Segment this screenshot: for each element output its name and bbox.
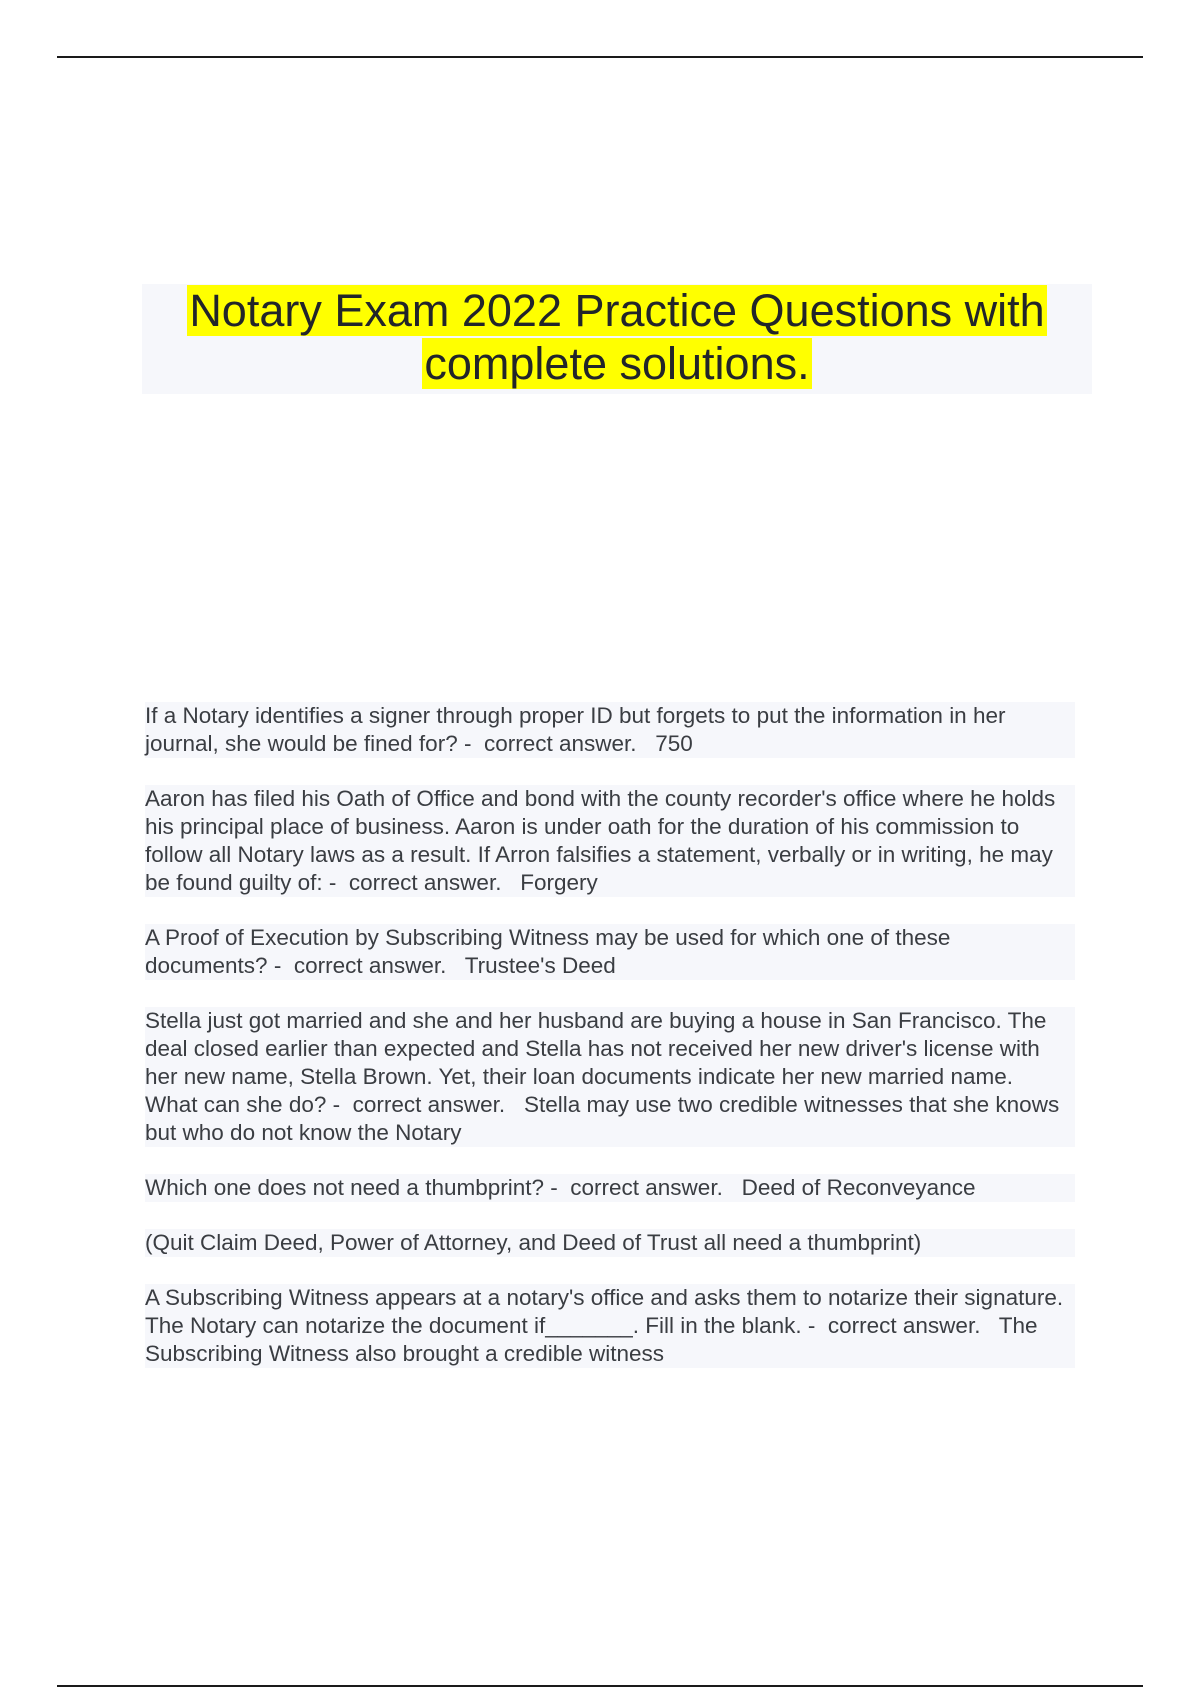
qa-list bbox=[145, 702, 1075, 1395]
question-text: If a Notary identifies a signer through proper ID but forgets to put the information in her journal, she would be fined for? bbox=[145, 703, 1006, 756]
bottom-rule bbox=[57, 1685, 1143, 1687]
answer-text: Stella may use two credible witnesses that she knows but who do not know the Notary bbox=[145, 1092, 1060, 1145]
answer-text: 750 bbox=[655, 731, 693, 756]
question-text: Which one does not need a thumbprint? bbox=[145, 1175, 545, 1200]
question-text: A Proof of Execution by Subscribing Witness may be used for which one of these documents? bbox=[145, 925, 951, 978]
question-text: Aaron has filed his Oath of Office and bond with the county recorder's office where he holds his principal place of business. Aaron is under oath for the duration of his commission to follow all Notary laws as a result. If Arron falsifies a statement, verbally or in writing, he may be found guilty of: bbox=[145, 786, 1056, 895]
qa-item-1 bbox=[145, 702, 1075, 758]
qa-item-7 bbox=[145, 1284, 1075, 1368]
top-rule bbox=[57, 56, 1143, 58]
answer-separator: - correct answer. bbox=[457, 731, 656, 756]
question-text: Stella just got married and she and her husband are buying a house in San Francisco. The deal closed earlier than expected and Stella has not received her new driver's license with her new name, Stella Brown. Yet, their loan documents indicate her new married name. What can she do? bbox=[145, 1008, 1047, 1117]
title-band bbox=[142, 284, 1092, 394]
answer-separator: - correct answer. bbox=[544, 1175, 742, 1200]
answer-separator: - correct answer. bbox=[322, 870, 521, 895]
qa-item-5 bbox=[145, 1174, 1075, 1202]
answer-separator: - correct answer. bbox=[801, 1313, 999, 1338]
qa-item-4 bbox=[145, 1007, 1075, 1147]
qa-item-2 bbox=[145, 785, 1075, 897]
question-text: A Subscribing Witness appears at a notary's office and asks them to notarize their signature. The Notary can notarize the document if_______. Fill in the blank. bbox=[145, 1285, 1064, 1338]
answer-text: The Subscribing Witness also brought a credible witness bbox=[145, 1313, 1038, 1366]
qa-item-6-note bbox=[145, 1229, 1075, 1257]
qa-item-3 bbox=[145, 924, 1075, 980]
answer-text: Trustee's Deed bbox=[464, 953, 616, 978]
answer-text: Deed of Reconveyance bbox=[741, 1175, 976, 1200]
answer-text: Forgery bbox=[520, 870, 598, 895]
document-title: Notary Exam 2022 Practice Questions with complete solutions. bbox=[189, 285, 1045, 389]
note-text: (Quit Claim Deed, Power of Attorney, and Deed of Trust all need a thumbprint) bbox=[145, 1230, 922, 1255]
answer-separator: - correct answer. bbox=[326, 1092, 524, 1117]
answer-separator: - correct answer. bbox=[267, 953, 465, 978]
